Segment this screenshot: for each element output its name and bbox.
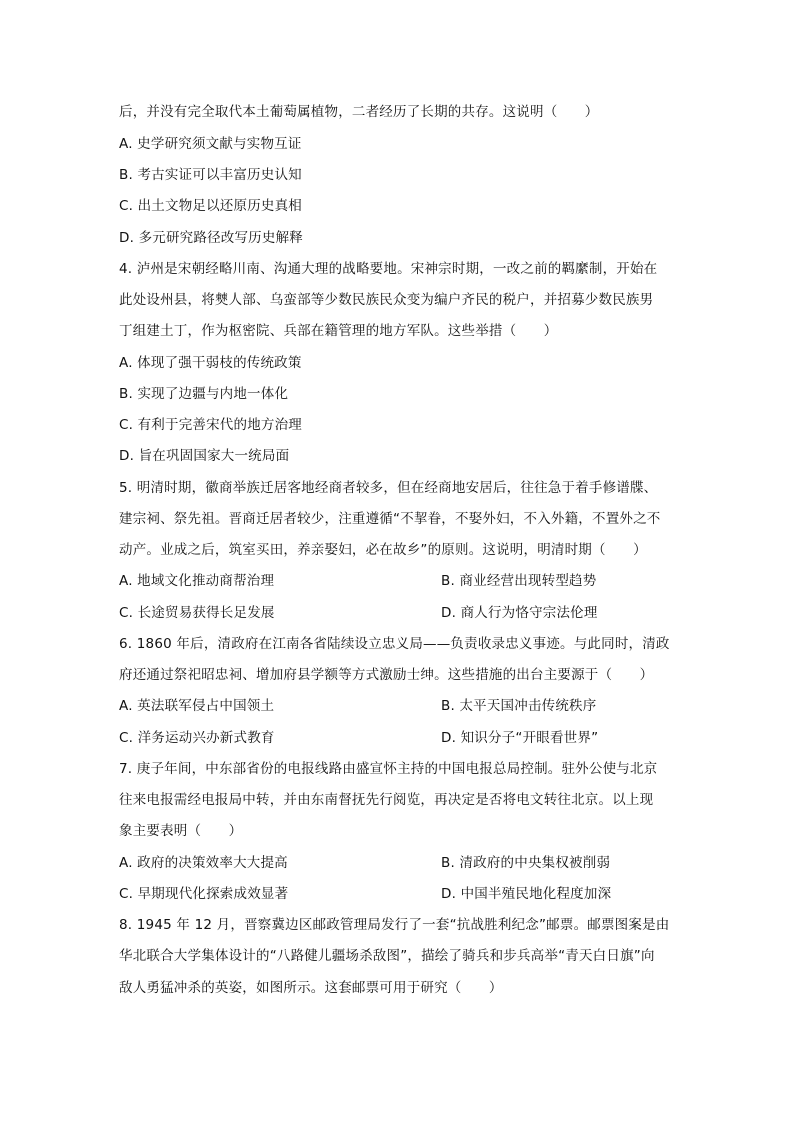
q7-option-c: C. 早期现代化探索成效显著 — [119, 886, 289, 902]
q8-stem-line-3: 敌人勇猛冲杀的英姿，如图所示。这套邮票可用于研究（ ） — [119, 980, 503, 996]
q8-stem-line-1: 8. 1945 年 12 月，晋察冀边区邮政管理局发行了一套“抗战胜利纪念”邮票。邮票图案是由 — [119, 917, 670, 933]
q7-stem-line-2: 往来电报需经电报局中转，并由东南督抚先行阅览，再决定是否将电文转往北京。以上现 — [119, 792, 654, 808]
q5-stem-line-2: 建宗祠、祭先祖。晋商迁居者较少，注重遵循“不挈眷，不娶外妇，不入外籍，不置外之不 — [119, 511, 661, 527]
q7-stem-line-1: 7. 庚子年间，中东部省份的电报线路由盛宣怀主持的中国电报总局控制。驻外公使与北京 — [119, 761, 658, 777]
q4-option-a: A. 体现了强干弱枝的传统政策 — [119, 355, 302, 371]
q6-stem-line-1: 6. 1860 年后，清政府在江南各省陆续设立忠义局——负责收录忠义事迹。与此同时，清政 — [119, 636, 670, 652]
q4-option-d: D. 旨在巩固国家大一统局面 — [119, 448, 290, 464]
q7-option-d: D. 中国半殖民地化程度加深 — [441, 886, 612, 902]
q5-option-b: B. 商业经营出现转型趋势 — [441, 573, 597, 589]
q5-option-d: D. 商人行为恪守宗法伦理 — [441, 605, 598, 621]
q7-stem-line-3: 象主要表明（ ） — [119, 823, 243, 839]
q3-option-b: B. 考古实证可以丰富历史认知 — [119, 167, 302, 183]
q6-option-a: A. 英法联军侵占中国领土 — [119, 698, 275, 714]
q3-option-a: A. 史学研究须文献与实物互证 — [119, 136, 302, 152]
q8-stem-line-2: 华北联合大学集体设计的“八路健儿疆场杀敌图”，描绘了骑兵和步兵高举“青天白日旗”向 — [119, 948, 655, 964]
q5-stem-line-1: 5. 明清时期，徽商举族迁居客地经商者较多，但在经商地安居后，往往急于着手修谱牒、 — [119, 480, 658, 496]
q4-option-c: C. 有利于完善宋代的地方治理 — [119, 417, 303, 433]
q3-option-d: D. 多元研究路径改写历史解释 — [119, 230, 303, 246]
q4-stem-line-1: 4. 泸州是宋朝经略川南、沟通大理的战略要地。宋神宗时期，一改之前的羁縻制，开始在 — [119, 261, 658, 277]
q5-option-c: C. 长途贸易获得长足发展 — [119, 605, 275, 621]
q6-stem-line-2: 府还通过祭祀昭忠祠、增加府县学额等方式激励士绅。这些措施的出台主要源于（ ） — [119, 667, 654, 683]
q3-option-c: C. 出土文物足以还原历史真相 — [119, 198, 303, 214]
q6-option-b: B. 太平天国冲击传统秩序 — [441, 698, 597, 714]
q6-option-c: C. 洋务运动兴办新式教育 — [119, 730, 275, 746]
q4-option-b: B. 实现了边疆与内地一体化 — [119, 386, 289, 402]
q4-stem-line-2: 此处设州县，将僰人部、乌蛮部等少数民族民众变为编户齐民的税户，并招募少数民族男 — [119, 292, 654, 308]
q6-option-d: D. 知识分子“开眼看世界” — [441, 730, 599, 746]
q7-option-b: B. 清政府的中央集权被削弱 — [441, 855, 611, 871]
q5-stem-line-3: 动产。业成之后，筑室买田，养亲娶妇，必在故乡”的原则。这说明，明清时期（ ） — [119, 542, 647, 558]
q7-option-a: A. 政府的决策效率大大提高 — [119, 855, 288, 871]
q4-stem-line-3: 丁组建土丁，作为枢密院、兵部在籍管理的地方军队。这些举措（ ） — [119, 323, 558, 339]
q5-option-a: A. 地域文化推动商帮治理 — [119, 573, 275, 589]
q3-stem-line: 后，并没有完全取代本土葡萄属植物，二者经历了长期的共存。这说明（ ） — [119, 104, 599, 120]
